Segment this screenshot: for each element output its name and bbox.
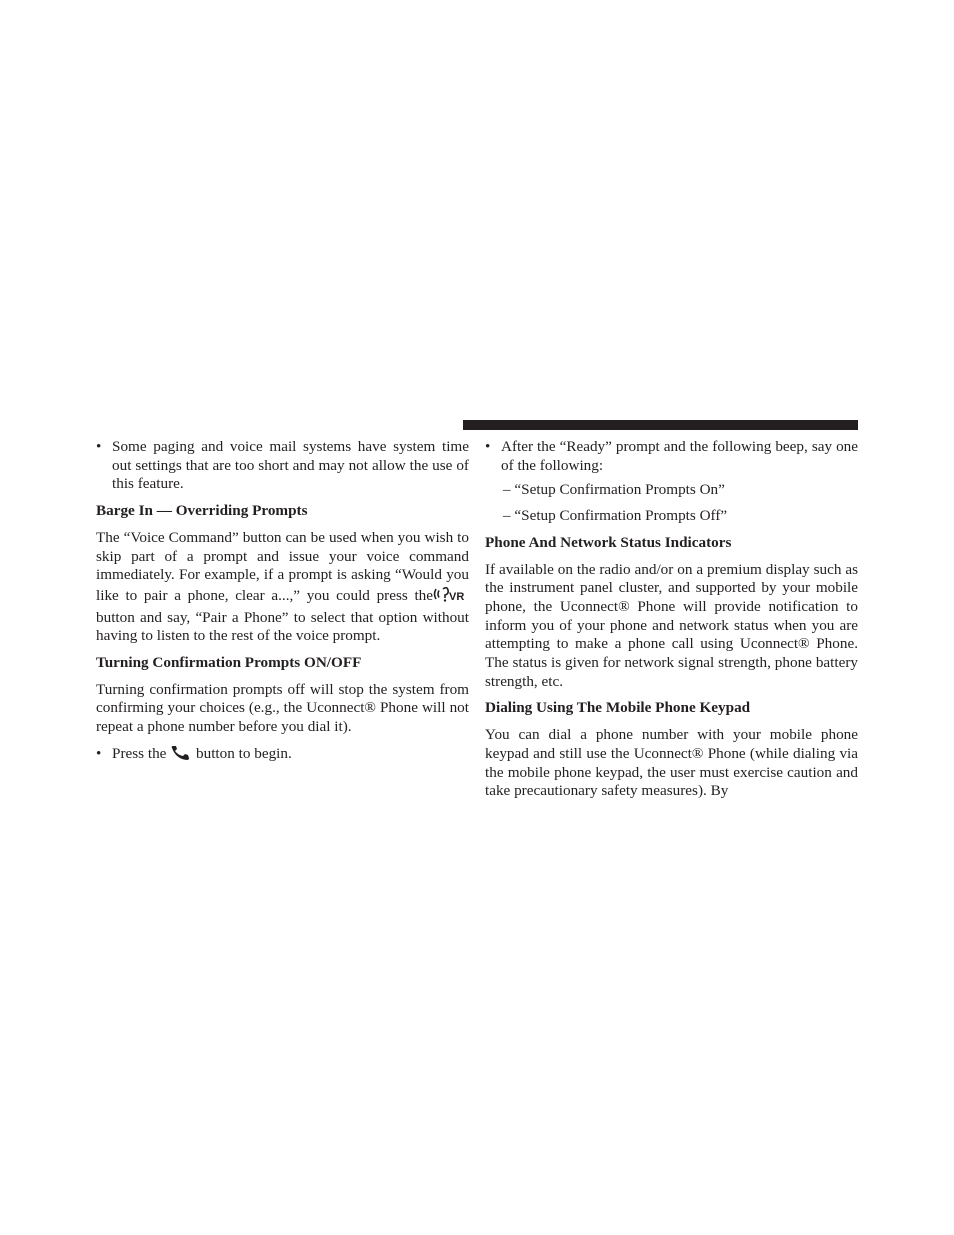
phone-icon — [170, 745, 192, 767]
list-item: • After the “Ready” prompt and the following beep, say one of the following: — [485, 438, 858, 474]
bullet-dot: • — [96, 744, 102, 762]
heading-barge-in: Barge In — Overriding Prompts — [96, 502, 308, 520]
voice-command-icon — [433, 585, 469, 609]
section-header-bar — [463, 420, 858, 430]
right-column — [485, 438, 858, 801]
heading-dialing-keypad: Dialing Using The Mobile Phone Keypad — [485, 699, 751, 717]
list-item: • Press the button to begin. — [96, 745, 469, 767]
paragraph-confirmation-prompts: Turning confirmation prompts off will stop the system from confirming your choices (e.g., the Uconnect® Phone will not repeat a phone number before you dial it). — [96, 680, 469, 736]
list-item — [96, 438, 469, 494]
paragraph-status-indicators: If available on the radio and/or on a premium display such as the instrument panel cluster, and supported by your mobile phone, the Uconnect® Phone will provide notification to inform you of your phone and network status when you are attempting to make a phone call using Uconnect® Phone. The status is given for network signal strength, phone battery strength, etc. — [485, 560, 858, 690]
list-subitem: – “Setup Confirmation Prompts On” — [503, 481, 725, 499]
bullet-text: Some paging and voice mail systems have system time out settings that are too short and may not allow the use of this feature. — [112, 438, 469, 493]
heading-status-indicators: Phone And Network Status Indicators — [485, 533, 732, 551]
bullet-dot: • — [96, 438, 102, 455]
heading-confirmation-prompts: Turning Confirmation Prompts ON/OFF — [96, 654, 362, 672]
svg-text:VR: VR — [449, 590, 465, 603]
list-subitem: – “Setup Confirmation Prompts Off” — [503, 507, 728, 525]
paragraph-dialing-keypad: You can dial a phone number with your mobile phone keypad and still use the Uconnect® Phone (while dialing via the mobile phone keypad, the user must exercise caution and take precautionary safety measures). By — [485, 726, 858, 800]
bullet-dot: • — [485, 438, 491, 455]
left-column — [96, 438, 469, 767]
paragraph-barge-in: The “Voice Command” button can be used when you wish to skip part of a prompt and issue your voice command immediately. For example, if a prompt is asking “Would you like to pair a phone, clear a...,” you could press the VR button and say, “Pair a Phone” to select that option without having to listen to the rest of the voice prompt. — [96, 528, 469, 645]
